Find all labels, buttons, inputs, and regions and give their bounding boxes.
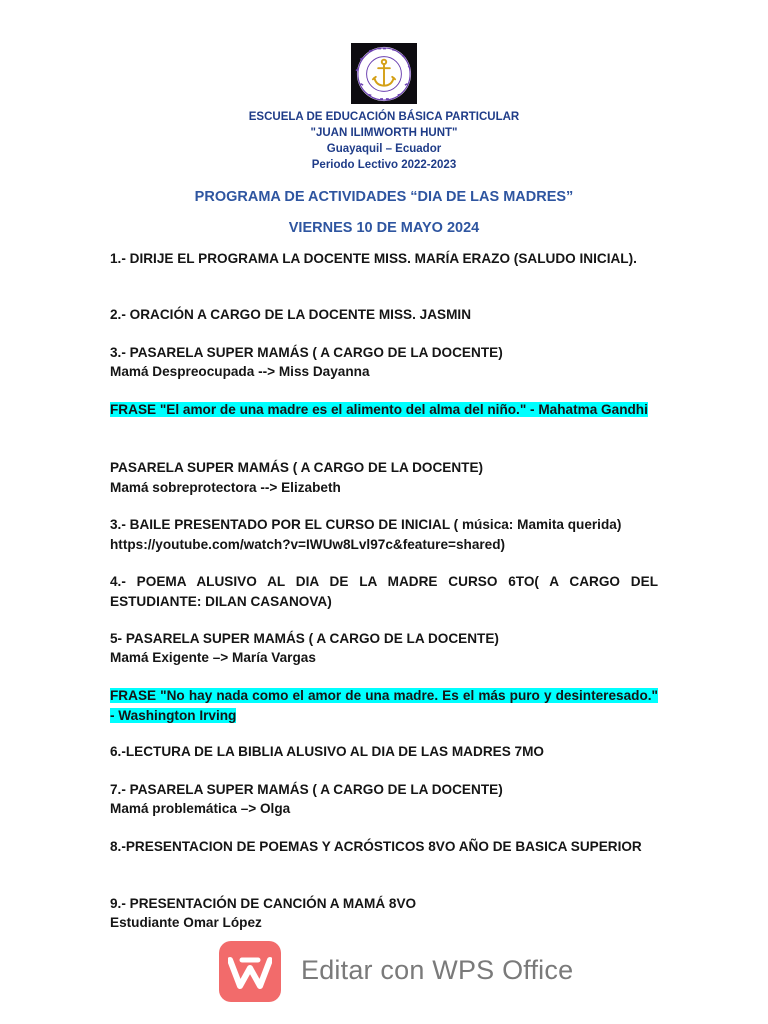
program-item-9-title: 9.- PRESENTACIÓN DE CANCIÓN A MAMÁ 8VO	[110, 896, 417, 911]
program-item-5-title: 5- PASARELA SUPER MAMÁS ( A CARGO DE LA DOCENTE)	[110, 631, 499, 646]
program-item-3-detail: Mamá Despreocupada --> Miss Dayanna	[110, 364, 370, 379]
program-item-7-detail: Mamá problemática –> Olga	[110, 801, 291, 816]
quote-irving-text: FRASE "No hay nada como el amor de una madre. Es el más puro y desinteresado." - Washington Irving	[110, 688, 658, 723]
school-location: Guayaquil – Ecuador	[326, 143, 442, 155]
wps-edit-button[interactable]	[219, 941, 579, 1003]
program-item-1: 1.- DIRIJE EL PROGRAMA LA DOCENTE MISS. MARÍA ERAZO (SALUDO INICIAL).	[110, 251, 637, 266]
quote-gandhi-text: FRASE "El amor de una madre es el alimento del alma del niño." - Mahatma Gandhi	[110, 402, 648, 417]
program-item-2: 2.- ORACIÓN A CARGO DE LA DOCENTE MISS. JASMIN	[110, 307, 472, 322]
program-item-5-detail: Mamá Exigente –> María Vargas	[110, 650, 316, 665]
date-title: VIERNES 10 DE MAYO 2024	[288, 220, 480, 236]
quote-gandhi	[110, 400, 658, 420]
school-period: Periodo Lectivo 2022-2023	[311, 159, 457, 171]
wps-edit-label: Editar con WPS Office	[301, 955, 574, 985]
program-item-4: 4.- POEMA ALUSIVO AL DIA DE LA MADRE CURSO 6TO( A CARGO DEL ESTUDIANTE: DILAN CASANOVA)	[110, 574, 658, 609]
youtube-link[interactable]: https://youtube.com/watch?v=IWUw8Lvl97c&feature=shared)	[110, 537, 506, 552]
school-name: ESCUELA DE EDUCACIÓN BÁSICA PARTICULAR	[248, 111, 520, 123]
program-item-3-title: 3.- PASARELA SUPER MAMÁS ( A CARGO DE LA DOCENTE)	[110, 345, 503, 360]
program-item-7-title: 7.- PASARELA SUPER MAMÁS ( A CARGO DE LA DOCENTE)	[110, 782, 503, 797]
wps-office-icon	[219, 941, 281, 1002]
school-logo	[351, 43, 417, 104]
program-item-8: 8.-PRESENTACION DE POEMAS Y ACRÓSTICOS 8VO AÑO DE BASICA SUPERIOR	[110, 839, 642, 854]
anchor-icon	[355, 45, 413, 103]
program-item-6: 6.-LECTURA DE LA BIBLIA ALUSIVO AL DIA DE LAS MADRES 7MO	[110, 744, 545, 759]
quote-irving	[110, 686, 658, 726]
runway-2-title: PASARELA SUPER MAMÁS ( A CARGO DE LA DOCENTE)	[110, 460, 484, 475]
program-item-dance: 3.- BAILE PRESENTADO POR EL CURSO DE INICIAL ( música: Mamita querida)	[110, 517, 622, 532]
program-title: PROGRAMA DE ACTIVIDADES “DIA DE LAS MADRES”	[194, 189, 574, 205]
school-motto-name: "JUAN ILIMWORTH HUNT"	[310, 127, 458, 139]
runway-2-detail: Mamá sobreprotectora --> Elizabeth	[110, 480, 341, 495]
program-item-9-detail: Estudiante Omar López	[110, 915, 262, 930]
school-header	[0, 109, 768, 173]
